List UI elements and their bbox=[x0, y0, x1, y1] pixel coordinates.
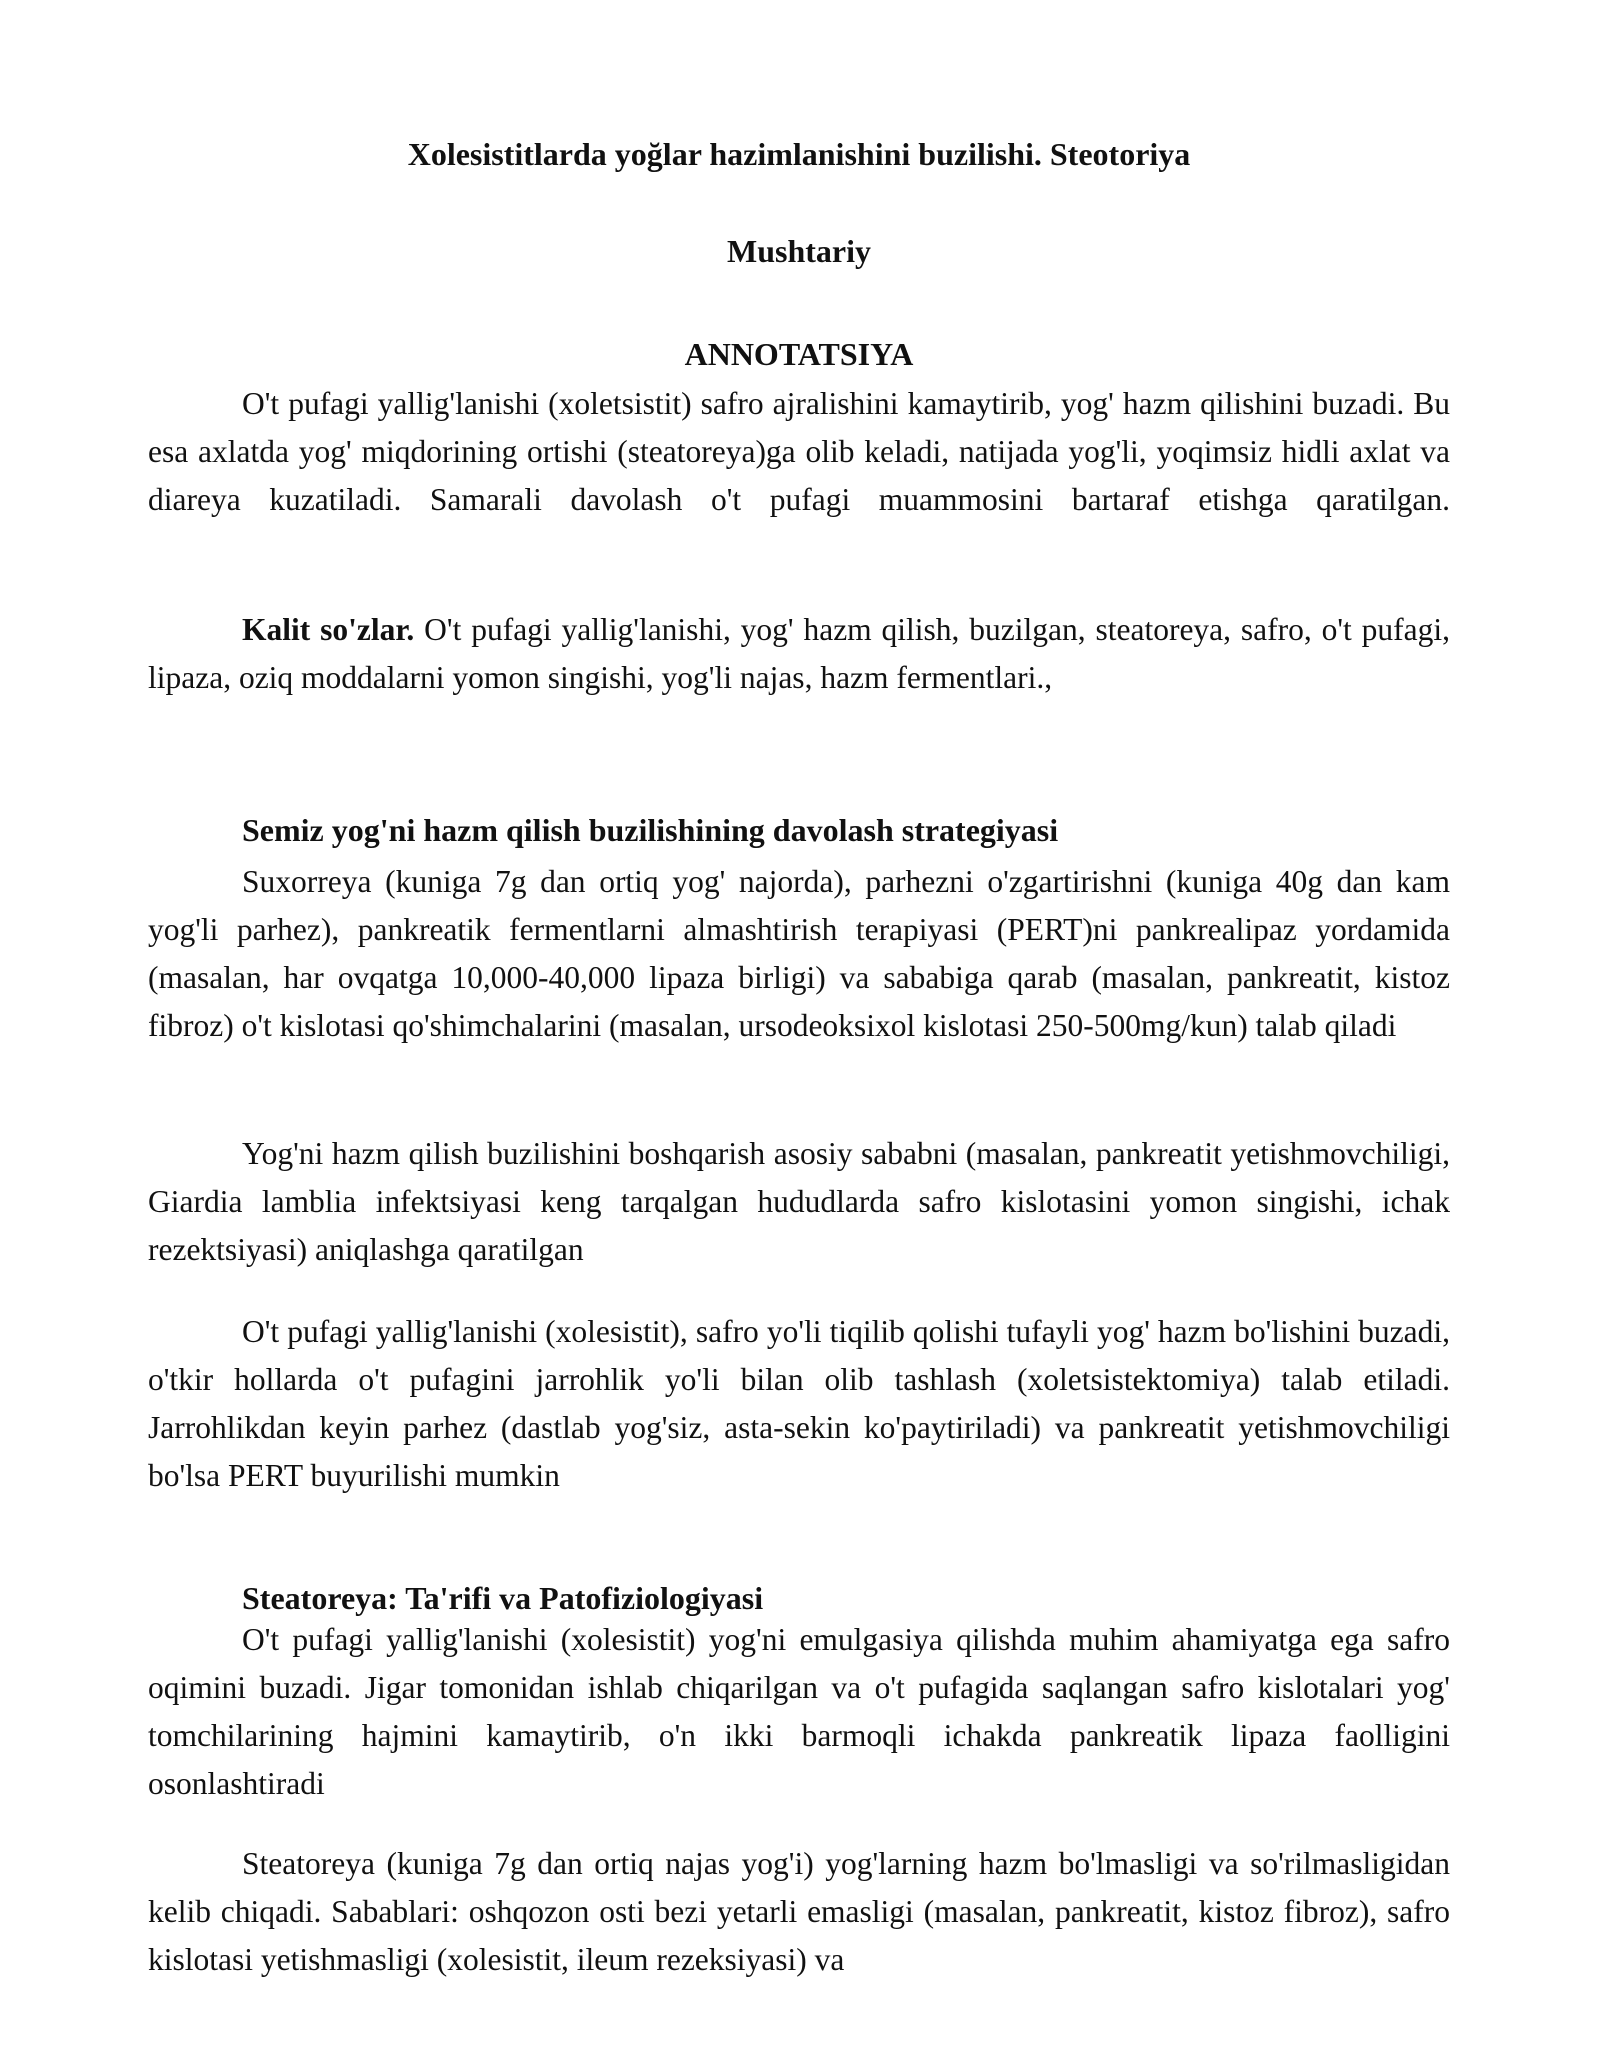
section2-paragraph-2: Steatoreya (kuniga 7g dan ortiq najas yog'i) yog'larning hazm bo'lmasligi va so'rilmasligidan kelib chiqadi. Sabablari: oshqozon osti bezi yetarli emasligi (masalan, pankreatit, kistoz fibroz), safro kislotasi yetishmasligi (xolesistit, ileum rezeksiyasi) va bbox=[148, 1846, 1450, 1977]
document-title: Xolesistitlarda yoğlar hazimlanishini buzilishi. Steotoriya bbox=[407, 136, 1191, 172]
keywords-text: O't pufagi yallig'lanishi, yog' hazm qilish, buzilgan, steatoreya, safro, o't pufagi, lipaza, oziq moddalarni yomon singishi, yog'li najas, hazm fermentlari., bbox=[148, 612, 1450, 695]
annotation-heading: ANNOTATSIYA bbox=[684, 336, 914, 372]
section-heading-treatment: Semiz yog'ni hazm qilish buzilishining davolash strategiyasi bbox=[242, 812, 1059, 848]
keywords-label: Kalit so'zlar. bbox=[242, 612, 415, 647]
section1-paragraph-3: O't pufagi yallig'lanishi (xolesistit), safro yo'li tiqilib qolishi tufayli yog' hazm bo'lishini buzadi, o'tkir hollarda o't pufagini jarrohlik yo'li bilan olib tashlash (xoletsistektomiya) talab etiladi. Jarrohlikdan keyin parhez (dastlab yog'siz, asta-sekin ko'paytiriladi) va pankreatit yetishmovchiligi bo'lsa PERT buyurilishi mumkin bbox=[148, 1314, 1450, 1493]
section1-paragraph-2: Yog'ni hazm qilish buzilishini boshqarish asosiy sababni (masalan, pankreatit yetishmovchiligi, Giardia lamblia infektsiyasi keng tarqalgan hududlarda safro kislotasini yomon singishi, ichak rezektsiyasi) aniqlashga qaratilgan bbox=[148, 1136, 1450, 1267]
keywords-paragraph bbox=[148, 606, 1450, 702]
annotation-paragraph: O't pufagi yallig'lanishi (xoletsistit) safro ajralishini kamaytirib, yog' hazm qilishini buzadi. Bu esa axlatda yog' miqdorining ortishi (steatoreya)ga olib keladi, natijada yog'li, yoqimsiz hidli axlat va diareya kuzatiladi. Samarali davolash o't pufagi muammosini bartaraf etishga qaratilgan. bbox=[148, 386, 1450, 517]
author-name: Mushtariy bbox=[727, 233, 871, 269]
section2-paragraph-1: O't pufagi yallig'lanishi (xolesistit) yog'ni emulgasiya qilishda muhim ahamiyatga ega safro oqimini buzadi. Jigar tomonidan ishlab chiqarilgan va o't pufagida saqlangan safro kislotalari yog' tomchilarining hajmini kamaytirib, o'n ikki barmoqli ichakda pankreatik lipaza faolligini osonlashtiradi bbox=[148, 1622, 1450, 1801]
section1-paragraph-1: Suxorreya (kuniga 7g dan ortiq yog' najorda), parhezni o'zgartirishni (kuniga 40g dan kam yog'li parhez), pankreatik fermentlarni almashtirish terapiyasi (PERT)ni pankrealipaz yordamida (masalan, har ovqatga 10,000-40,000 lipaza birligi) va sababiga qarab (masalan, pankreatit, kistoz fibroz) o't kislotasi qo'shimchalarini (masalan, ursodeoksixol kislotasi 250-500mg/kun) talab qiladi bbox=[148, 864, 1450, 1043]
section-heading-steatorrhea: Steatoreya: Ta'rifi va Patofiziologiyasi bbox=[242, 1580, 764, 1616]
